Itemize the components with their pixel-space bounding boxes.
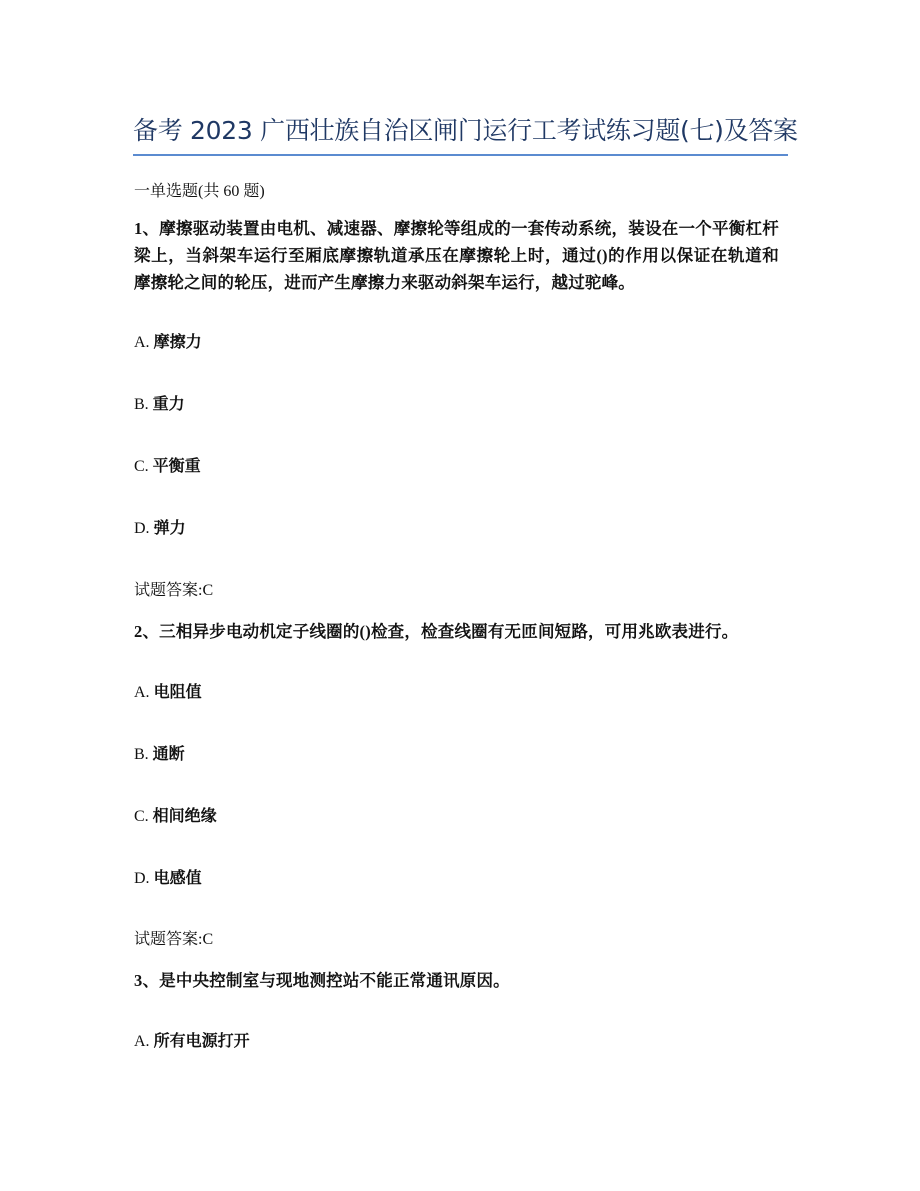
- option-letter: C.: [134, 458, 149, 475]
- question-1-text: 1、摩擦驱动装置由电机、减速器、摩擦轮等组成的一套传动系统，装设在一个平衡杠杆梁上，当斜架车运行至厢底摩擦轨道承压在摩擦轮上时，通过()的作用以保证在轨道和摩擦轮之间的轮压，进而产生摩擦力来驱动斜架车运行，越过驼峰。: [134, 219, 779, 292]
- option-text: 重力: [152, 396, 185, 413]
- option-text: 通断: [152, 746, 185, 763]
- question-1-option-a: [134, 329, 779, 356]
- question-3-text: 3、是中央控制室与现地测控站不能正常通讯原因。: [134, 971, 510, 990]
- title-underline: [133, 154, 788, 156]
- question-2-answer: 试题答案:C: [134, 931, 214, 948]
- question-1-answer: 试题答案:C: [134, 582, 214, 599]
- question-2-option-a: [134, 679, 779, 706]
- option-text: 弹力: [153, 520, 186, 537]
- option-letter: A.: [134, 1033, 150, 1050]
- option-letter: B.: [134, 396, 149, 413]
- option-text: 电感值: [153, 870, 202, 887]
- option-text: 所有电源打开: [153, 1033, 250, 1050]
- option-letter: A.: [134, 334, 150, 351]
- question-1-option-c: [134, 453, 779, 480]
- question-2-option-b: [134, 741, 779, 768]
- question-3-option-a: [134, 1028, 779, 1055]
- option-text: 摩擦力: [153, 334, 202, 351]
- option-letter: A.: [134, 684, 150, 701]
- option-text: 相间绝缘: [152, 808, 217, 825]
- document-title: 备考 2023 广西壮族自治区闸门运行工考试练习题(七)及答案: [133, 116, 798, 145]
- question-2-text: 2、三相异步电动机定子线圈的()检查，检查线圈有无匝间短路，可用兆欧表进行。: [134, 622, 739, 641]
- question-2-option-c: [134, 803, 779, 830]
- question-1-option-b: [134, 391, 779, 418]
- option-text: 电阻值: [153, 684, 202, 701]
- option-letter: D.: [134, 870, 150, 887]
- option-text: 平衡重: [152, 458, 201, 475]
- question-2-option-d: [134, 865, 779, 892]
- question-1-option-d: [134, 515, 779, 542]
- option-letter: D.: [134, 520, 150, 537]
- option-letter: B.: [134, 746, 149, 763]
- option-letter: C.: [134, 808, 149, 825]
- section-heading: 一单选题(共 60 题): [134, 183, 265, 200]
